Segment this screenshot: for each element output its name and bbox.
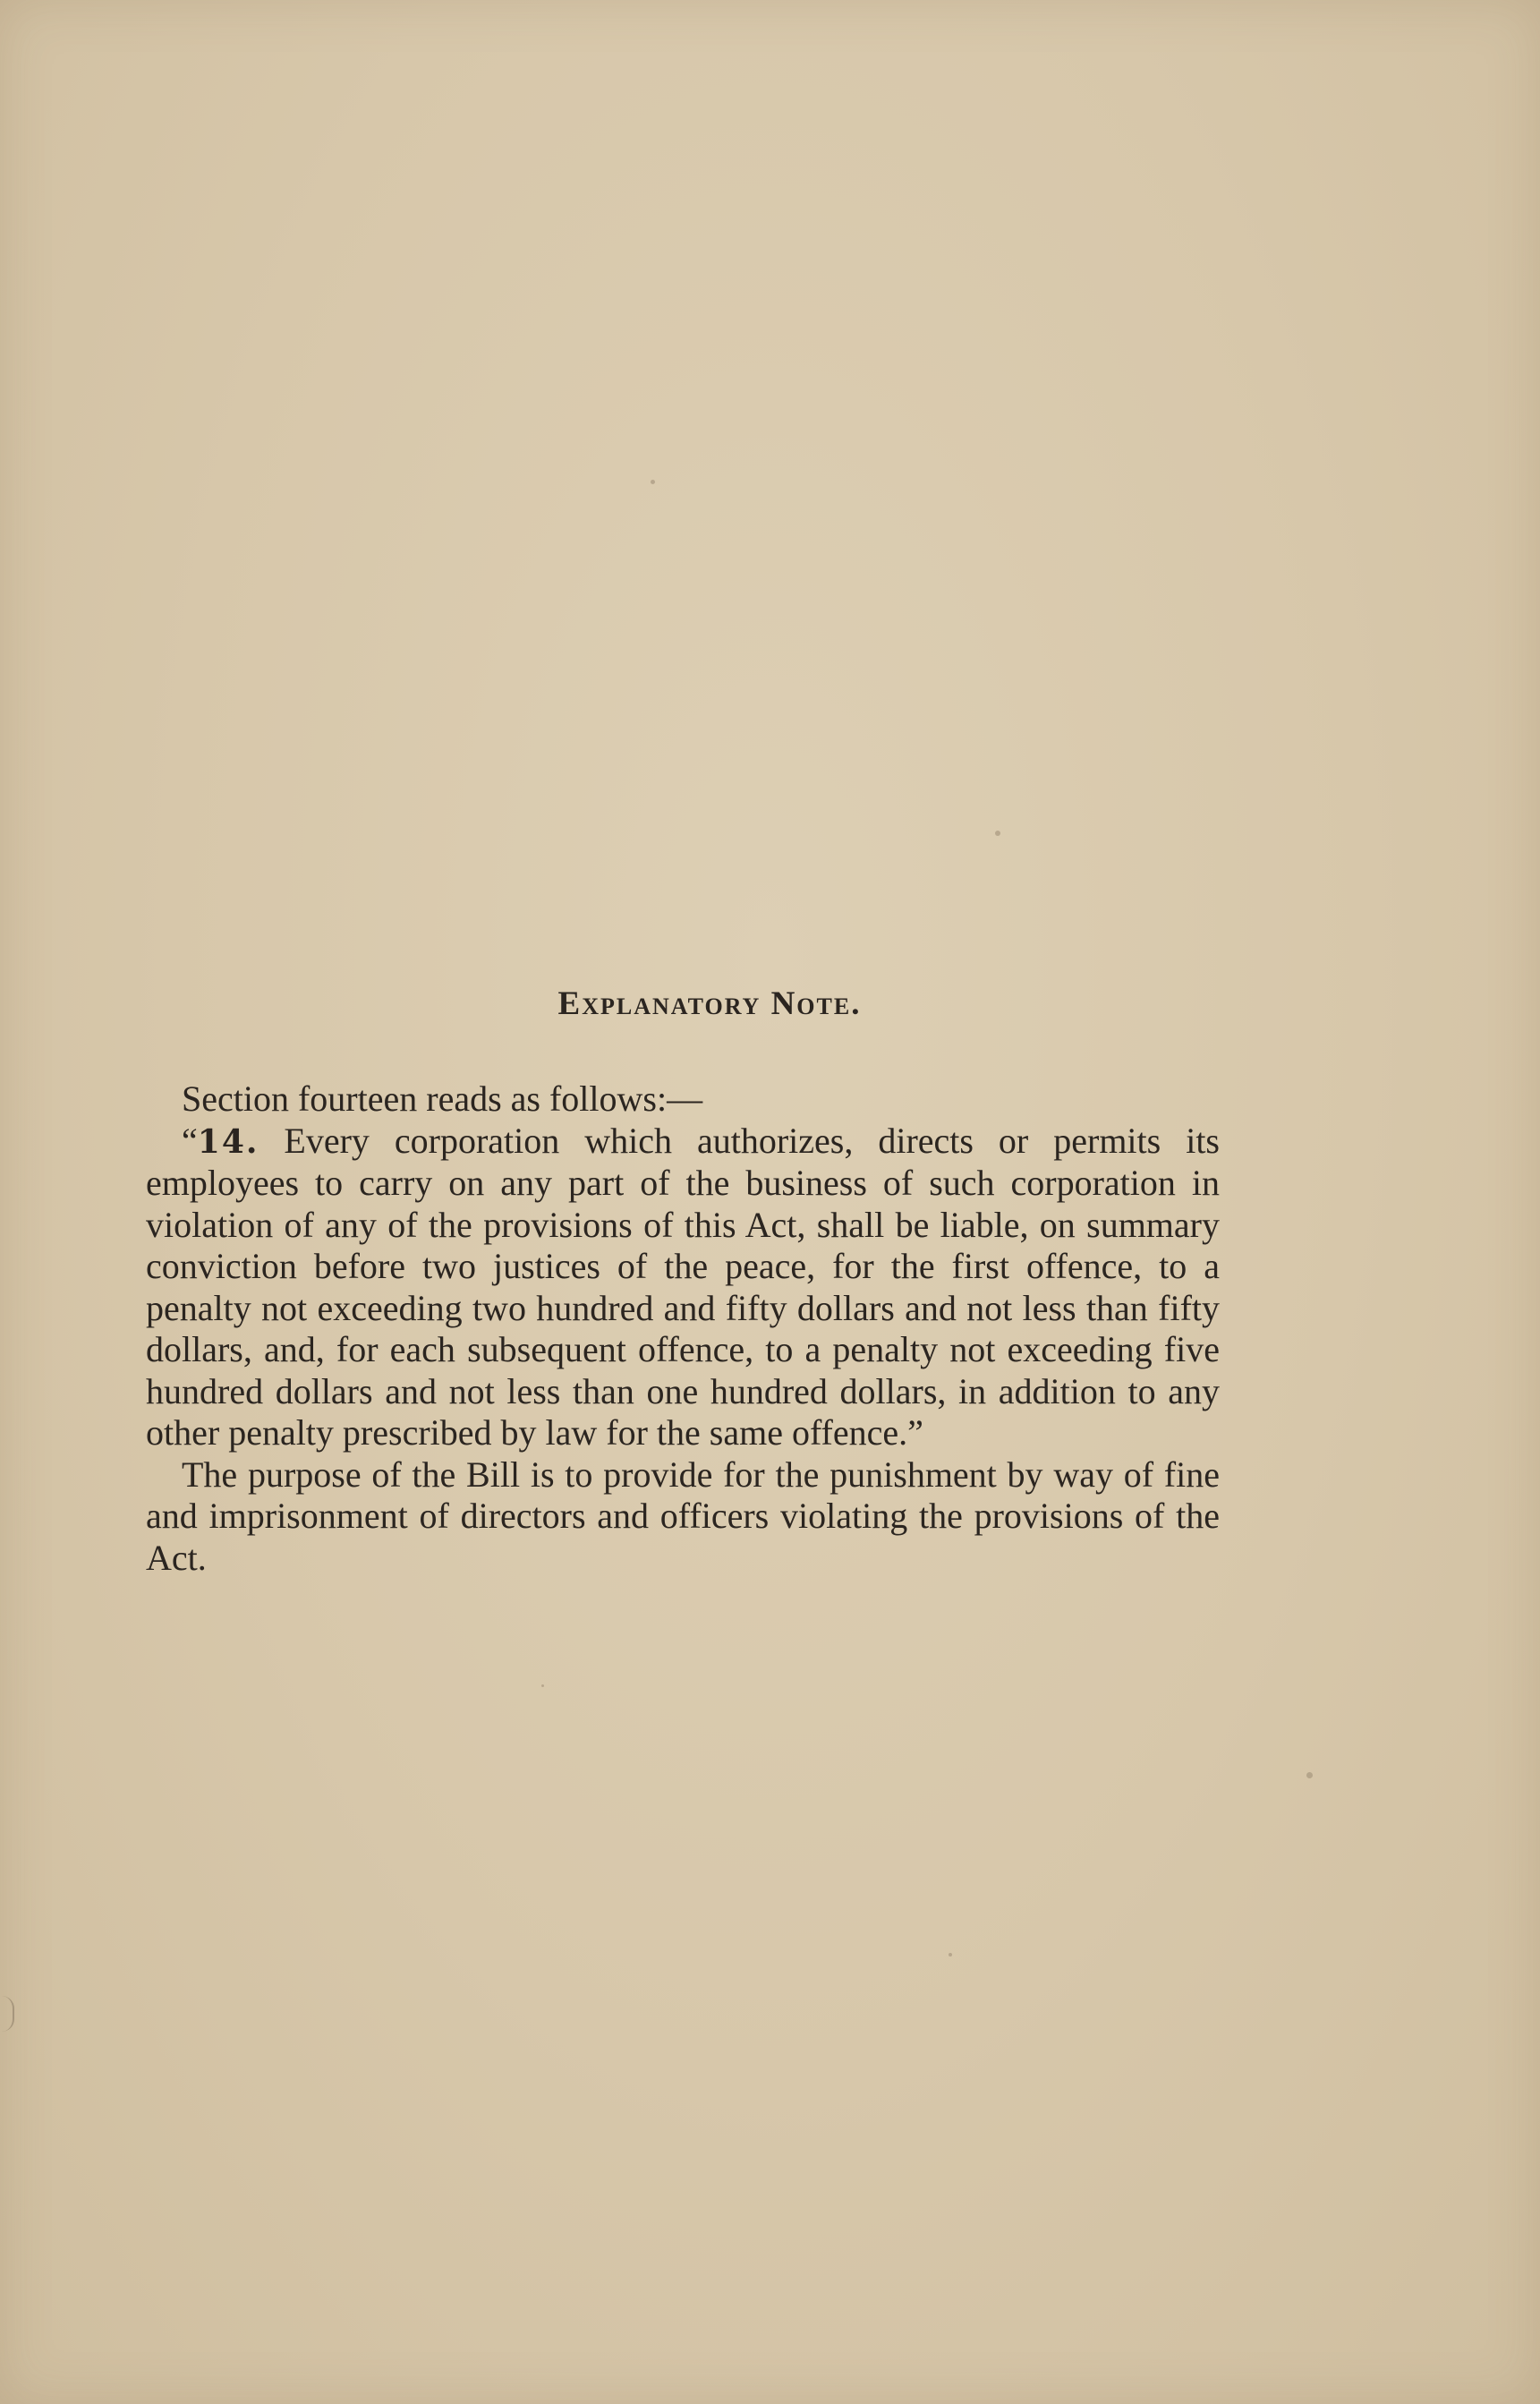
explanatory-note: [146, 985, 1220, 1579]
intro-text: Section fourteen reads as follows:—: [182, 1078, 703, 1119]
paper-speck: [651, 480, 655, 484]
heading: Explanatory Note.: [557, 985, 862, 1022]
paper-speck: [541, 1684, 544, 1687]
purpose-text: The purpose of the Bill is to provide for the punishment by way of fine and imprisonment of directors and officers violating the provisions of the Act.: [146, 1453, 1220, 1578]
section-quote-paragraph: [146, 1121, 1220, 1454]
paper-speck: [995, 831, 1000, 836]
page-edge-mark: [2, 1996, 14, 2032]
paper-speck: [1306, 1772, 1313, 1778]
purpose-paragraph: [146, 1454, 1220, 1580]
section-text: Every corporation which authorizes, directs or permits its employees to carry on any part of the business of such corporation in violation of any of the provisions of this Act, shall be liable, on summary conviction before two justices of the peace, for the first offence, to a penalty not exceeding two hundred and fifty dollars and not less than fifty dollars, and, for each subsequent offence, to a penalty not exceeding five hundred dollars and not less than one hundred dollars, in addition to any other penalty prescribed by law for the same offence.”: [146, 1120, 1220, 1453]
paper-speck: [949, 1953, 952, 1956]
section-number: 14.: [197, 1122, 260, 1161]
intro-paragraph: [146, 1078, 1220, 1121]
quote-open: “: [182, 1120, 198, 1161]
